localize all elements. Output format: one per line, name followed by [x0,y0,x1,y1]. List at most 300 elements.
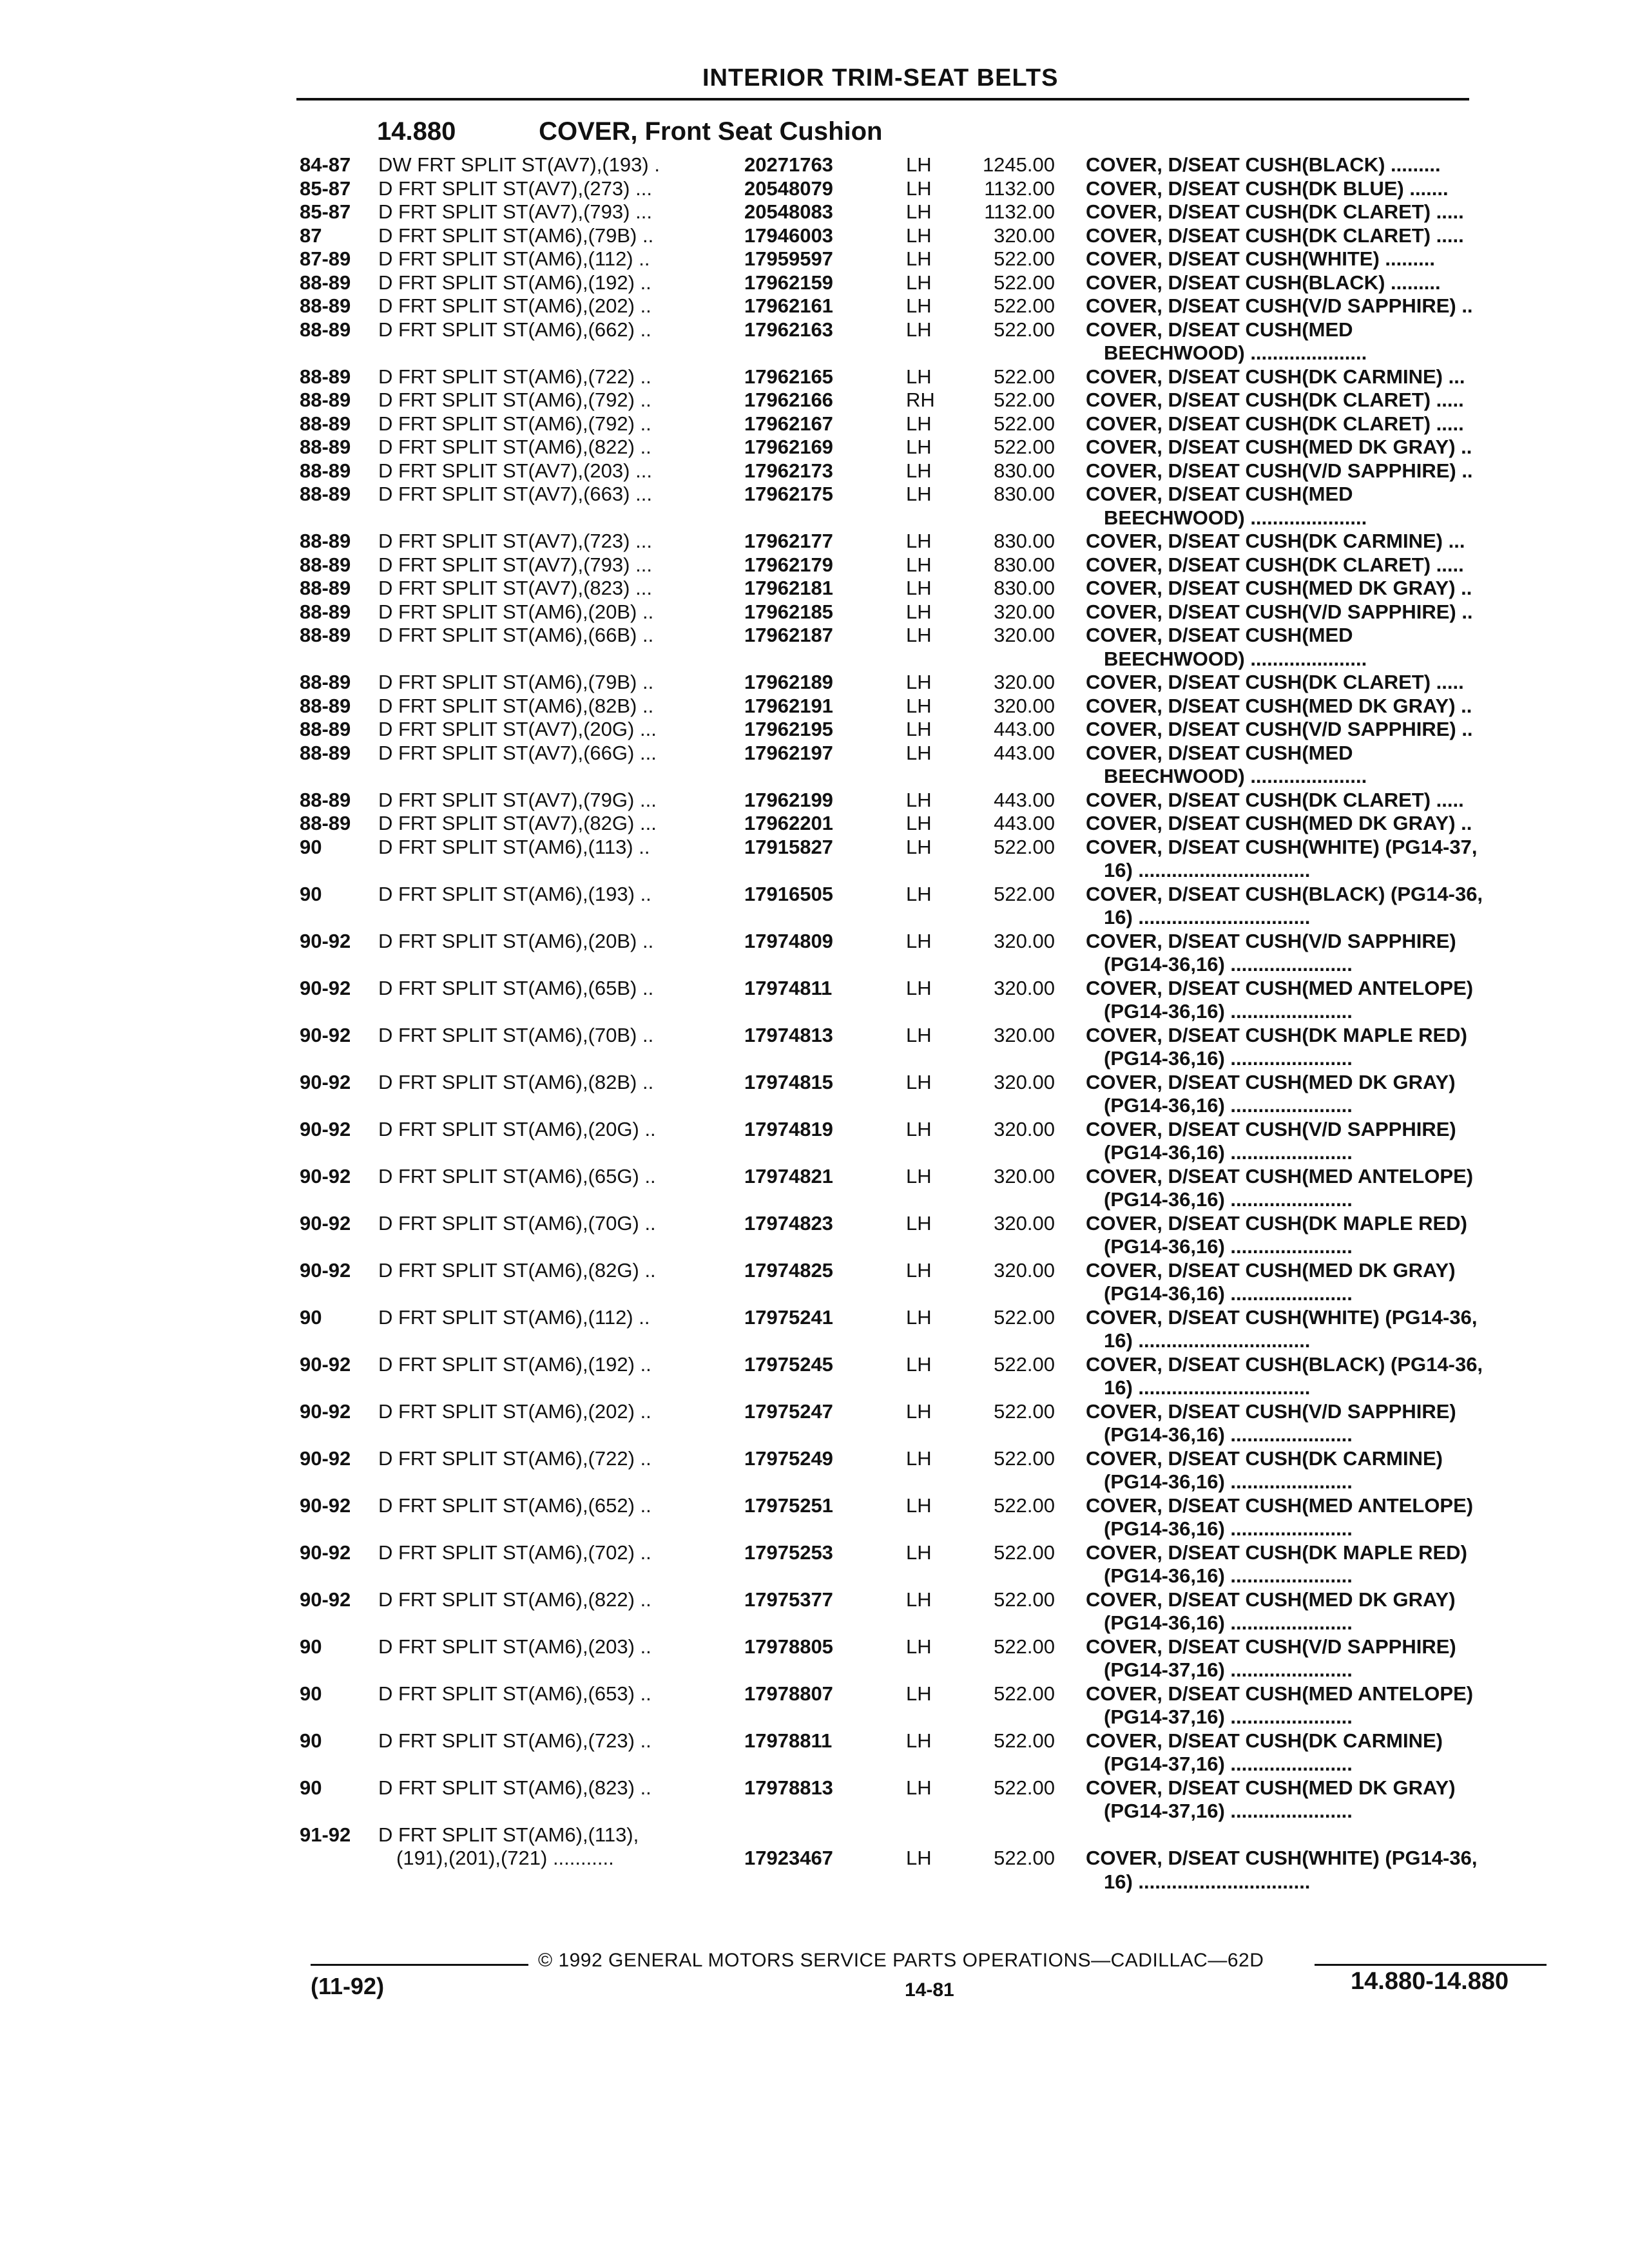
part-name [1086,1494,1537,1541]
part-name-line: COVER, D/SEAT CUSH(MED ANTELOPE) [1086,1164,1474,1187]
part-name-line: COVER, D/SEAT CUSH(V/D SAPPHIRE) [1086,1399,1456,1423]
part-name [1086,812,1537,836]
leader-dots: .. [640,1494,651,1517]
model-years: 87 [300,224,322,247]
model-years: 90-92 [300,1541,351,1564]
parts-list [300,153,1537,1894]
part-description [378,1165,744,1212]
part-name-continued: (PG14-36,16) ...................... [1104,1235,1353,1258]
list-item [300,930,1537,977]
leader-dots: . [654,153,660,176]
part-side: LH [906,318,932,341]
part-price: 443.00 [994,788,1055,811]
leader-dots: .. [640,271,651,294]
part-price: 522.00 [994,1399,1055,1423]
part-description-text: D FRT SPLIT ST(AM6),(192) [378,271,635,294]
list-item [300,1165,1537,1212]
part-price: 522.00 [994,882,1055,905]
part-description [378,1024,744,1071]
part-description [378,1259,744,1306]
model-years: 90 [300,882,322,905]
model-years: 90-92 [300,1164,351,1187]
part-price: 320.00 [994,1211,1055,1235]
part-name-line: COVER, D/SEAT CUSH(DK MAPLE RED) [1086,1023,1467,1046]
part-name-continued: 16) ............................... [1104,1376,1311,1399]
model-years: 88-89 [300,694,351,717]
part-side: LH [906,788,932,811]
part-price: 320.00 [994,1258,1055,1282]
part-number: 17974809 [744,929,833,952]
part-side: LH [906,1729,932,1752]
part-name-line: COVER, D/SEAT CUSH(DK MAPLE RED) [1086,1211,1467,1235]
part-name [1086,601,1537,624]
part-description-text: D FRT SPLIT ST(AM6),(112) [378,1305,633,1329]
part-number: 17962175 [744,483,833,505]
part-side: LH [906,177,932,200]
part-description-text: D FRT SPLIT ST(AM6),(66B) [378,624,637,646]
model-years: 90-92 [300,1494,351,1517]
model-years: 88-89 [300,459,351,482]
part-description-text: D FRT SPLIT ST(AV7),(793) [378,200,630,223]
part-description-text: D FRT SPLIT ST(AV7),(79G) [378,788,635,811]
part-number: 17962191 [744,694,833,717]
part-number: 17962167 [744,412,833,435]
part-name-continued: (PG14-36,16) ...................... [1104,953,1353,975]
part-description [378,1729,744,1776]
model-years: 88-89 [300,671,351,693]
part-description [378,412,744,436]
part-description [378,153,744,177]
model-years: 88-89 [300,553,351,576]
part-name-line: COVER, D/SEAT CUSH(DK CLARET) ..... [1086,788,1464,811]
part-description-text: D FRT SPLIT ST(AV7),(723) [378,530,630,552]
part-name-continued: 16) ............................... [1104,906,1311,928]
part-description-text: D FRT SPLIT ST(AM6),(79B) [378,224,637,247]
part-price: 830.00 [994,553,1055,576]
model-years: 88-89 [300,718,351,740]
model-years: 88-89 [300,389,351,411]
part-name [1086,1306,1537,1353]
part-side: LH [906,412,932,435]
part-number: 17916505 [744,882,833,905]
list-item [300,789,1537,812]
part-name-continued: (PG14-37,16) ...................... [1104,1658,1353,1681]
part-side: LH [906,1070,932,1093]
list-item [300,1729,1537,1776]
part-description [378,1212,744,1259]
list-item [300,1400,1537,1447]
part-description-text: D FRT SPLIT ST(AM6),(113), [378,1823,639,1846]
part-side: LH [906,247,932,270]
part-side: LH [906,1541,932,1564]
part-side: LH [906,1494,932,1517]
part-name [1086,1071,1537,1118]
part-name [1086,718,1537,742]
part-number: 20548083 [744,200,833,223]
part-name-line: COVER, D/SEAT CUSH(WHITE) (PG14-36, [1086,1305,1478,1329]
leader-dots: .. [642,694,654,717]
part-price: 320.00 [994,224,1055,247]
leader-dots: .. [640,1446,651,1470]
part-name [1086,977,1537,1024]
part-description [378,553,744,577]
part-side: LH [906,436,932,458]
leader-dots: ... [635,577,652,599]
part-description-text: D FRT SPLIT ST(AM6),(702) [378,1541,635,1564]
part-name-continued: BEECHWOOD) ..................... [1104,506,1367,529]
part-side: LH [906,1305,932,1329]
part-description [378,1306,744,1353]
leader-dots: ... [639,788,657,811]
footer-date: (11-92) [311,1973,385,1999]
model-years: 90 [300,1305,322,1329]
part-name-line: COVER, D/SEAT CUSH(MED [1086,318,1353,341]
part-description-text: D FRT SPLIT ST(AM6),(82G) [378,1258,639,1282]
part-side: LH [906,1588,932,1611]
part-side: LH [906,929,932,952]
part-side: LH [906,600,932,623]
part-description [378,695,744,718]
part-name [1086,294,1537,318]
model-years: 88-89 [300,271,351,294]
leader-dots: .. [642,929,654,952]
part-number: 17975241 [744,1305,833,1329]
part-name [1086,483,1537,530]
part-price: 522.00 [994,1682,1055,1705]
part-number: 17974815 [744,1070,833,1093]
part-name-line: COVER, D/SEAT CUSH(MED DK GRAY) .. [1086,812,1472,834]
part-description-text: D FRT SPLIT ST(AM6),(202) [378,1399,635,1423]
model-years: 88-89 [300,741,351,764]
part-description-text: D FRT SPLIT ST(AM6),(20G) [378,1117,639,1140]
part-description-text: D FRT SPLIT ST(AM6),(192) [378,1352,635,1376]
leader-dots: ... [635,530,652,552]
part-number: 17962161 [744,294,833,317]
part-price: 830.00 [994,459,1055,482]
part-name-line: COVER, D/SEAT CUSH(DK CLARET) ..... [1086,671,1464,693]
part-description [378,1635,744,1682]
part-name-continued: (PG14-36,16) ...................... [1104,1423,1353,1446]
section-number: 14.880 [377,117,456,146]
footer-page-number: 14-81 [905,1979,954,2001]
part-description-text: D FRT SPLIT ST(AV7),(82G) [378,812,635,834]
part-price: 830.00 [994,577,1055,599]
part-number: 17975251 [744,1494,833,1517]
model-years: 85-87 [300,200,351,223]
list-item [300,1118,1537,1165]
part-price: 830.00 [994,530,1055,552]
model-years: 90 [300,1776,322,1799]
model-years: 88-89 [300,788,351,811]
section-title: COVER, Front Seat Cushion [539,117,883,146]
leader-dots: .. [642,224,654,247]
part-number: 17962166 [744,389,833,411]
part-number: 17962181 [744,577,833,599]
model-years: 88-89 [300,530,351,552]
part-name-line: COVER, D/SEAT CUSH(V/D SAPPHIRE) .. [1086,294,1473,317]
part-description [378,1541,744,1588]
part-description-text: D FRT SPLIT ST(AV7),(66G) [378,741,635,764]
part-name-line: COVER, D/SEAT CUSH(DK CLARET) ..... [1086,200,1464,223]
part-description [378,1071,744,1118]
part-price: 320.00 [994,1164,1055,1187]
part-number: 17974813 [744,1023,833,1046]
model-years: 87-89 [300,247,351,270]
part-name-line: COVER, D/SEAT CUSH(DK BLUE) ....... [1086,177,1449,200]
list-item [300,1635,1537,1682]
list-item [300,601,1537,624]
part-description [378,389,744,412]
part-name-line: COVER, D/SEAT CUSH(MED [1086,483,1353,505]
part-name [1086,459,1537,483]
part-name-line: COVER, D/SEAT CUSH(MED DK GRAY) [1086,1258,1456,1282]
part-description [378,294,744,318]
leader-dots: .. [642,671,654,693]
part-price: 320.00 [994,1023,1055,1046]
part-description-continued: (191),(201),(721) ........... [396,1847,614,1869]
part-price: 522.00 [994,271,1055,294]
part-name-continued: (PG14-37,16) ...................... [1104,1753,1353,1775]
leader-dots: ... [635,200,652,223]
part-name [1086,389,1537,412]
part-price: 522.00 [994,247,1055,270]
part-description-text: D FRT SPLIT ST(AM6),(82B) [378,1070,637,1093]
part-name-continued: (PG14-36,16) ...................... [1104,1282,1353,1305]
part-description-text: D FRT SPLIT ST(AM6),(823) [378,1776,635,1799]
part-price: 522.00 [994,318,1055,341]
part-price: 522.00 [994,1776,1055,1799]
part-price: 522.00 [994,835,1055,858]
part-number: 17978807 [744,1682,833,1705]
part-description [378,977,744,1024]
part-name-continued: 16) ............................... [1104,859,1311,881]
part-number: 17962177 [744,530,833,552]
part-number: 17962197 [744,741,833,764]
list-item [300,1776,1537,1823]
leader-dots: .. [644,1164,656,1187]
part-number: 17974811 [744,976,833,999]
part-name [1086,1776,1537,1823]
part-side: LH [906,835,932,858]
list-item [300,718,1537,742]
part-description-text: D FRT SPLIT ST(AV7),(20G) [378,718,635,740]
list-item [300,412,1537,436]
leader-dots: .. [640,294,651,317]
list-item [300,247,1537,271]
part-price: 1245.00 [982,153,1055,176]
part-side: LH [906,694,932,717]
part-name [1086,1118,1537,1165]
part-name [1086,1400,1537,1447]
part-description [378,318,744,365]
part-description [378,247,744,271]
part-side: LH [906,1258,932,1282]
part-name-line: COVER, D/SEAT CUSH(MED DK GRAY) [1086,1776,1456,1799]
part-price: 320.00 [994,600,1055,623]
list-item [300,553,1537,577]
leader-dots: .. [644,1258,656,1282]
part-description [378,1823,744,1894]
model-years: 88-89 [300,624,351,646]
leader-dots: .. [640,1541,651,1564]
part-name [1086,247,1537,271]
leader-dots: .. [640,1776,651,1799]
leader-dots: .. [640,1352,651,1376]
part-name [1086,789,1537,812]
list-item [300,977,1537,1024]
part-number: 17975247 [744,1399,833,1423]
part-description [378,177,744,201]
part-number: 17962159 [744,271,833,294]
part-price: 830.00 [994,483,1055,505]
part-name [1086,695,1537,718]
part-side: LH [906,882,932,905]
part-number: 17962199 [744,788,833,811]
part-price: 522.00 [994,1352,1055,1376]
part-description [378,200,744,224]
part-side: LH [906,577,932,599]
page-header-title: INTERIOR TRIM-SEAT BELTS [702,64,1059,91]
part-name [1086,1024,1537,1071]
part-price: 443.00 [994,812,1055,834]
part-name-continued: (PG14-36,16) ...................... [1104,1564,1353,1587]
part-name-line: COVER, D/SEAT CUSH(V/D SAPPHIRE) .. [1086,459,1473,482]
part-side: LH [906,530,932,552]
part-price: 320.00 [994,671,1055,693]
part-name [1086,742,1537,789]
model-years: 90-92 [300,1117,351,1140]
part-description-text: D FRT SPLIT ST(AV7),(663) [378,483,630,505]
part-number: 17962179 [744,553,833,576]
list-item [300,1447,1537,1494]
model-years: 90 [300,835,322,858]
part-side: LH [906,624,932,646]
part-description [378,836,744,883]
list-item [300,836,1537,883]
part-name-line: COVER, D/SEAT CUSH(DK CLARET) ..... [1086,412,1464,435]
part-price: 320.00 [994,624,1055,646]
model-years: 90-92 [300,1070,351,1093]
part-name [1086,1541,1537,1588]
part-side: LH [906,1117,932,1140]
part-description [378,1400,744,1447]
part-description [378,883,744,930]
part-description-text: D FRT SPLIT ST(AM6),(722) [378,1446,635,1470]
part-description [378,601,744,624]
list-item [300,883,1537,930]
part-description [378,365,744,389]
list-item [300,671,1537,695]
part-number: 17978813 [744,1776,833,1799]
model-years: 88-89 [300,412,351,435]
part-price: 1132.00 [984,200,1055,223]
part-side: LH [906,224,932,247]
part-name-line: COVER, D/SEAT CUSH(DK CLARET) ..... [1086,553,1464,576]
model-years: 90-92 [300,929,351,952]
model-years: 88-89 [300,600,351,623]
part-description [378,812,744,836]
list-item [300,812,1537,836]
part-number: 17962173 [744,459,833,482]
part-name-line: COVER, D/SEAT CUSH(MED DK GRAY) .. [1086,694,1472,717]
part-number: 17959597 [744,247,833,270]
part-price: 522.00 [994,1541,1055,1564]
part-description-text: D FRT SPLIT ST(AV7),(793) [378,553,630,576]
leader-dots: .. [640,882,651,905]
part-name-line: COVER, D/SEAT CUSH(MED DK GRAY) [1086,1588,1456,1611]
model-years: 88-89 [300,436,351,458]
part-description [378,1682,744,1729]
part-name [1086,153,1537,177]
part-name-line: COVER, D/SEAT CUSH(BLACK) ......... [1086,153,1441,176]
part-name [1086,1447,1537,1494]
part-name [1086,553,1537,577]
part-name-line: COVER, D/SEAT CUSH(WHITE) (PG14-37, [1086,835,1478,858]
part-name [1086,671,1537,695]
part-number: 17974823 [744,1211,833,1235]
part-number: 17975245 [744,1352,833,1376]
part-name-line: COVER, D/SEAT CUSH(WHITE) ......... [1086,247,1435,270]
part-name [1086,1259,1537,1306]
part-description [378,789,744,812]
part-name-line: COVER, D/SEAT CUSH(V/D SAPPHIRE) [1086,1117,1456,1140]
part-number: 17962201 [744,812,833,834]
leader-dots: ... [635,483,652,505]
list-item [300,530,1537,553]
part-price: 320.00 [994,976,1055,999]
part-side: LH [906,294,932,317]
part-name-continued: (PG14-36,16) ...................... [1104,1047,1353,1070]
leader-dots: ... [639,812,657,834]
footer-copyright: © 1992 GENERAL MOTORS SERVICE PARTS OPERATIONS—CADILLAC—62D [538,1950,1264,1971]
list-item [300,624,1537,671]
leader-dots: .. [640,1588,651,1611]
part-description [378,718,744,742]
part-name [1086,836,1537,883]
part-side: LH [906,1164,932,1187]
part-side: RH [906,389,935,411]
list-item [300,1823,1537,1894]
list-item [300,1588,1537,1635]
leader-dots: .. [639,247,650,270]
list-item [300,1306,1537,1353]
part-description [378,436,744,459]
part-name-line: COVER, D/SEAT CUSH(MED [1086,741,1353,764]
part-description-text: D FRT SPLIT ST(AM6),(202) [378,294,635,317]
part-name-line: COVER, D/SEAT CUSH(V/D SAPPHIRE) [1086,929,1456,952]
leader-dots: .. [640,436,651,458]
leader-dots: .. [644,1211,656,1235]
part-name-continued: BEECHWOOD) ..................... [1104,647,1367,670]
part-description-text: D FRT SPLIT ST(AV7),(273) [378,177,630,200]
part-number: 17974825 [744,1258,833,1282]
model-years: 90-92 [300,1211,351,1235]
part-name [1086,1823,1537,1894]
part-name [1086,1165,1537,1212]
leader-dots: .. [642,624,654,646]
part-number: 17962163 [744,318,833,341]
part-number: 17975249 [744,1446,833,1470]
list-item [300,271,1537,295]
part-side: LH [906,1211,932,1235]
section-heading [377,117,882,146]
part-price: 522.00 [994,436,1055,458]
part-description [378,459,744,483]
part-price: 320.00 [994,1070,1055,1093]
list-item [300,389,1537,412]
part-side: LH [906,1847,932,1869]
part-name-line: COVER, D/SEAT CUSH(BLACK) ......... [1086,271,1441,294]
